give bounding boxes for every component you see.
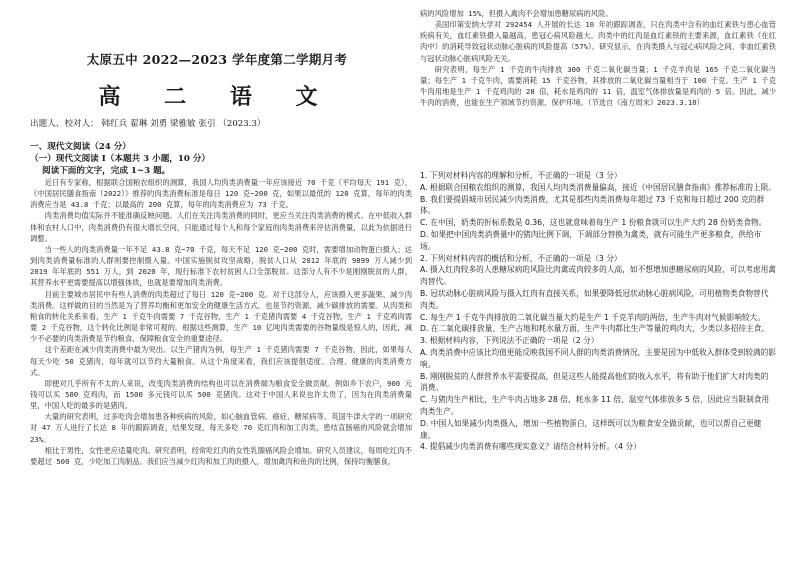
article-paragraph: 大量的研究表明，过多吃肉会增加患各种疾病的风险，如心脑血管病、癌症、糖尿病等。英国牛津大学的一项研究对 47 万人进行了长达 8 年的跟踪调查，结果发现，每天多吃 70 克红肉和加工肉类，患结直肠癌的风险就会增加 23%。 (30, 412, 412, 444)
article-paragraph: 美国印第安纳大学对 292454 人开展的长达 10 年的跟踪调查，只在肉类中含有的血红素铁与患心血管疾病有关，血红素铁摄入量越高，患冠心病风险越大。肉类中的红肉是血红素铁的主要来源，血红素铁（在红肉中）的消耗导致冠状动脉心脏病的风险提高（57%）。研究显示，在肉类摄入与冠心病风险之间，非血红素铁与冠状动脉心脏病风险无关。 (420, 20, 776, 63)
subsection-heading: （一）现代文阅读 I（本题共 3 小题，10 分） (30, 154, 211, 164)
question-option: C. 每生产 1 千克牛肉排放的二氧化碳当量大约是生产 1 千克羊肉的两倍，生产牛肉对气候影响较大。 (420, 312, 766, 322)
question-option: C. 在中国，奶类的折标系数是 0.36，这也就意味着每生产 1 份粮食就可以生产大约 28 份奶类食物。 (420, 218, 767, 228)
subject-title: 高 二 语 文 (98, 84, 336, 110)
article-paragraph: 即便对几乎所有不太的人来说，改变肉类消费的结构也可以在消费端为粮食安全做贡献。例如乡下农户，900 元钱可以买 500 克鸡肉，而 1500 多元钱可以买 500 克猪肉。这对于中国人来说也许太贵了，因为在肉类消费量里，中国人吃的最多的是猪肉。 (30, 378, 412, 411)
question-stem: 3. 根据材料内容，下列说法不正确的一项是（2 分） (420, 336, 599, 346)
question-option: B. 冠状动脉心脏病风险与摄入红肉有直接关系，如果要降低冠状动脉心脏病风险，可用植物类食物替代肉类。 (420, 288, 769, 310)
article-paragraph: 病的风险增加 15%，但摄入禽肉不会增加患糖尿病的风险。 (420, 9, 613, 18)
questions-block (420, 170, 776, 556)
authors-line: 出题人、校对人： 韩红兵 翟琳 刘勇 梁雅敏 张引 （2023.3） (30, 119, 266, 129)
article-paragraph: 研究表明，每生产 1 千克的牛肉排放 300 千克二氧化碳当量；1 千克羊肉是 165 千克二氧化碳当量；每生产 1 千克牛肉，需要消耗 15 千克谷物，其排放的二氧化碳当量相当于 100 千克。生产 1 千克牛肉用地是生产 1 千克鸡肉的 28 倍，耗水是鸡肉的 11 倍，温室气体排放量是鸡肉的 5 倍。因此，减少牛肉的消费，也能在生产领域节约资源、保护环境。（节选自《南方周末》2023.3.10） (420, 64, 776, 108)
article-paragraph: 当一些人的肉类消费量一年不足 43.8 克~70 千克，每天不足 120 克~200 克时，需要增加动物蛋白摄入；达到肉类消费量标准的人群则要控制摄入量。中国实施脱贫攻坚战略，脱贫人口从 2012 年底的 9899 万人减少到 2019 年年底的 551 万人，到 2020 年，现行标准下农村贫困人口全部脱贫。这部分人有不少是刚刚脱贫的人群，其营养水平更需要提高以增强体质，也就是要增加肉类消费。 (30, 244, 412, 288)
exam-title: 太原五中 2022—2023 学年度第二学期月考 (86, 52, 348, 67)
question-option: D. 如果把中国肉类消费量中的猪肉比例下调，下调部分替换为禽类，就有可能生产更多粮食，供给市场。 (420, 229, 762, 251)
article-paragraph: 近日有专家称，根据联合国粮农组织的测算，我国人均肉类消费量一年应该接近 70 千克（平均每天 191 克），《中国居民膳食指南（2022）》推荐的肉类消费标准是每日 120 克~200 克，如果以最低的 120 克算，每年的肉类消费应当是 43.8 千克；以最高的 200 克算，每年的肉类消费应为 73 千克。 (30, 178, 412, 210)
section-heading: 一、现代文阅读（24 分） (30, 142, 131, 152)
question-option: A. 摄入红肉较多的人患糖尿病的风险比肉禽或肉较多的人高，如不想增加患糖尿病的风险，可以考虑用禽肉替代。 (420, 265, 776, 287)
article-left-body (30, 177, 412, 557)
article-paragraph: 目前主要城市居民中有些人消费的肉类超过了每日 120 克~200 克。对于这部分人，应该摄入更多蔬果、减少肉类消费。这样做的目的当然是为了营养均衡和更加安全的健康生活方式，也是节约资源、减少碳排放的需要。从肉类和粮食的转化关系来看，生产 1 千克牛肉需要 7 千克谷物，生产 1 千克猪肉需要 4 千克谷物，生产 1 千克鸡肉需要 2 千克谷物，这个转化比例是非常可观的。根据这些测算，生产 10 亿吨肉类需要的谷物量级是惊人的，因此，减少不必要的肉类消费是节约粮食、保障粮食安全的重要途径。 (30, 289, 412, 344)
reading-instruction: 阅读下面的文字，完成 1~3 题。 (42, 166, 171, 176)
article-right-body (420, 8, 776, 158)
question-stem: 4. 提倡减少肉类消费有哪些现实意义？请结合材料分析。（4 分） (420, 442, 641, 452)
question-option: D. 在二氧化碳排放量、生产占地和耗水量方面，生产牛肉都比生产等量的鸡肉大，少类以多招待主食。 (420, 324, 770, 334)
question-option: B. 我们要提倡城市居民减少肉类消费，尤其是那些肉类消费每年超过 73 千克和每日超过 200 克的群体。 (420, 194, 765, 216)
question-option: A. 肉类消费中应该比均值更能反映我国不同人群的肉类消费情况，主要是因为中低收入群体受到较满的影响。 (420, 347, 776, 369)
question-option: A. 根据联合国粮农组织的测算，我国人均肉类消费量偏高，接近《中国居民膳食指南》推荐标准的上限。 (420, 182, 776, 192)
article-paragraph: 相比于男性，女性更应适量吃肉。研究表明，经常吃红肉的女性乳腺癌风险会增加。研究人员建议，每周吃红肉不要超过 500 克，少吃加工肉制品。我们应当减少红肉和加工肉的摄入，增加禽肉和鱼肉的比例，保持均衡膳食。 (30, 445, 412, 466)
question-stem: 2. 下列对材料内容的概括和分析，不正确的一项是（3 分） (420, 253, 622, 263)
question-stem: 1. 下列对材料内容的理解和分析，不正确的一项是（3 分） (420, 171, 622, 180)
question-option: D. 中国人如果减少肉类摄入，增加一些植物蛋白，这样既可以为粮食安全做贡献，也可以帮自己更健康。 (420, 418, 762, 440)
question-option: C. 与猪肉生产相比，生产牛肉占地多 28 倍、耗水多 11 倍、温室气体排放多 5 倍，因此应当限制食用肉类生产。 (420, 395, 770, 416)
article-paragraph: 这个差距在减少肉类消费中最为突出。以生产猪肉为例，每生产 1 千克猪肉需要 7 千克谷物，因此，如果每人每天少吃 50 克猪肉，每年就可以节约大量粮食。从这个角度来看，我们应该提倡适度、合理、健康的肉类消费方式。 (30, 345, 412, 377)
question-option: B. 刚刚脱贫的人群营养水平需要提高，但是这些人能提高他们的收入水平，将有助于他们扩大对肉类的消费。 (420, 371, 769, 393)
article-paragraph: 肉类消费均值实际并不能准确反映问题。人们在关注肉类消费的同时，更应当关注肉类消费的模式。在中低收入群体和农村人口中，肉类消费仍有很大增长空间，只能通过每个人和每个家庭的肉类消费来评估消费量，以此为依据进行调整。 (30, 211, 412, 243)
